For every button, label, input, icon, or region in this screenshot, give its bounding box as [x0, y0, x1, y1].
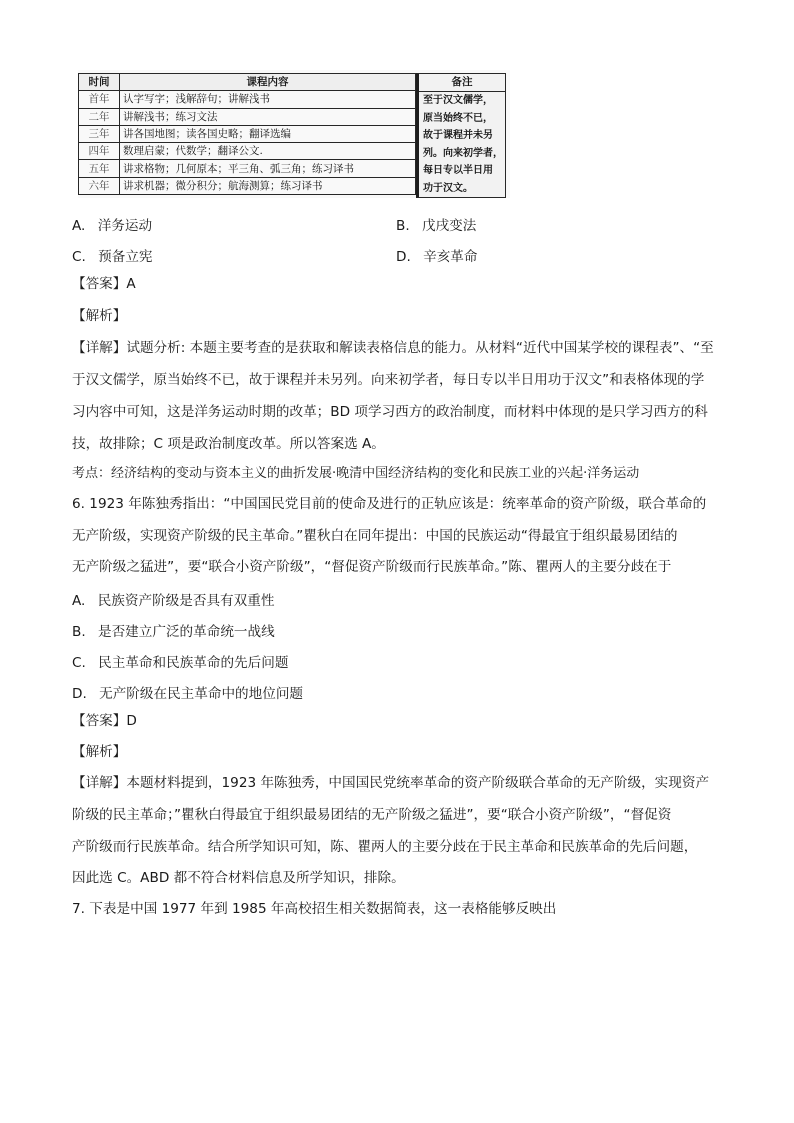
table-row — [79, 108, 416, 125]
table-row — [79, 125, 416, 142]
q6-detail-line: 阶级的民主革命；”瞿秋白得最宜于组织最易团结的无产阶级之猛进”，要“联合小资产阶级”，“督促资 — [72, 807, 672, 823]
q5-detail-line: 【详解】试题分析: 本题主要考查的是获取和解读表格信息的能力。从材料“近代中国某学校的课程表”、“至 — [72, 340, 714, 356]
option-letter: A. — [72, 593, 86, 609]
option-text: 无产阶级在民主革命中的地位问题 — [99, 686, 304, 702]
q6-detail-line: 【详解】本题材料提到，1923 年陈独秀，中国国民党统率革命的资产阶级联合革命的无产阶级，实现资产 — [72, 775, 710, 791]
option-text: 预备立宪 — [98, 249, 153, 265]
option-letter: A. — [72, 218, 86, 234]
remark-line: 列。向来初学者， — [423, 147, 503, 159]
answer-label: 【答案】 — [72, 713, 127, 729]
remark-line: 原当始终不已， — [423, 112, 493, 124]
header-time: 时间 — [79, 74, 120, 91]
option-text: 洋务运动 — [97, 218, 153, 234]
option-text: 辛亥革命 — [423, 249, 478, 265]
q5-detail-line: 技，故排除；C 项是政治制度改革。所以答案选 A。 — [72, 436, 385, 452]
row-content: 讲解浅书；练习文法 — [120, 108, 416, 125]
option-text: 是否建立广泛的革命统一战线 — [97, 624, 275, 640]
table-header-row — [79, 74, 416, 91]
row-content: 讲求格物；几何原本；平三角、弧三角；练习译书 — [120, 160, 416, 177]
answer-value: A — [126, 276, 136, 292]
option-text: 民主革命和民族革命的先后问题 — [98, 655, 289, 671]
q6-answer — [72, 713, 137, 729]
option-letter: C. — [72, 249, 86, 265]
q5-option-d[interactable] — [396, 245, 478, 265]
q5-analysis-label: 【解析】 — [72, 308, 127, 324]
course-table — [78, 73, 416, 195]
remarks-column — [416, 73, 506, 198]
q6-analysis-label: 【解析】 — [72, 744, 127, 760]
header-remarks: 备注 — [419, 74, 505, 92]
q5-option-c[interactable] — [72, 245, 153, 265]
row-year: 五年 — [79, 160, 120, 177]
row-year: 首年 — [79, 91, 120, 108]
row-year: 六年 — [79, 177, 120, 194]
remark-line: 故于课程并未另 — [423, 130, 493, 142]
row-content: 讲各国地图；读各国史略；翻译选编 — [120, 125, 416, 142]
table-row — [79, 143, 416, 160]
q6-option-d[interactable] — [72, 682, 303, 702]
remark-line: 功于汉文。 — [423, 182, 473, 194]
q6-stem-line: 无产阶级，实现资产阶级的民主革命。”瞿秋白在同年提出：中国的民族运动“得最宜于组织最易团结的 — [72, 528, 678, 544]
row-year: 四年 — [79, 143, 120, 160]
table-row — [79, 177, 416, 194]
option-text: 民族资产阶级是否具有双重性 — [97, 593, 275, 609]
table-row — [79, 160, 416, 177]
option-letter: B. — [72, 624, 86, 640]
answer-value: D — [126, 713, 137, 729]
q6-option-b[interactable] — [72, 620, 275, 640]
remark-line: 至于汉文儒学， — [423, 95, 493, 106]
option-letter: C. — [72, 655, 86, 671]
q6-option-a[interactable] — [72, 589, 274, 609]
row-year: 三年 — [79, 125, 120, 142]
q5-option-b[interactable] — [396, 214, 476, 234]
q6-detail-line: 产阶级而行民族革命。结合所学知识可知，陈、瞿两人的主要分歧在于民主革命和民族革命的先后问题， — [72, 839, 698, 855]
course-table-scan — [78, 70, 510, 198]
q5-detail-line: 于汉文儒学，原当始终不已，故于课程并未另列。向来初学者，每日专以半日用功于汉文”和表格体现的学 — [72, 372, 705, 388]
q6-option-c[interactable] — [72, 651, 288, 671]
option-letter: D. — [72, 686, 87, 702]
header-content: 课程内容 — [120, 74, 416, 91]
table-row — [79, 91, 416, 108]
q6-stem-line: 无产阶级之猛进”，要“联合小资产阶级”，“督促资产阶级而行民族革命。”陈、瞿两人的主要分歧在于 — [72, 559, 672, 575]
option-letter: B. — [396, 218, 410, 234]
q6-stem-line: 6. 1923 年陈独秀指出：“中国国民党目前的使命及进行的正轨应该是：统率革命的资产阶级，联合革命的 — [72, 496, 707, 512]
remark-line: 每日专以半日用 — [423, 165, 493, 177]
row-content: 认字写字；浅解辞句；讲解浅书 — [120, 91, 416, 108]
q5-option-a[interactable] — [72, 214, 152, 234]
q6-detail-line: 因此选 C。ABD 都不符合材料信息及所学知识，排除。 — [72, 870, 405, 886]
q5-detail-line: 习内容中可知，这是洋务运动时期的改革；BD 项学习西方的政治制度，而材料中体现的是只学习西方的科 — [72, 404, 708, 420]
q5-kaodian: 考点：经济结构的变动与资本主义的曲折发展·晚清中国经济结构的变化和民族工业的兴起·洋务运动 — [72, 466, 640, 481]
q7-stem: 7. 下表是中国 1977 年到 1985 年高校招生相关数据简表，这一表格能够反映出 — [72, 901, 557, 917]
option-letter: D. — [396, 249, 411, 265]
answer-label: 【答案】 — [72, 276, 127, 292]
row-year: 二年 — [79, 108, 120, 125]
row-content: 讲求机器；微分积分；航海测算；练习译书 — [120, 177, 416, 194]
option-text: 戊戌变法 — [421, 218, 477, 234]
q5-answer — [72, 276, 136, 292]
row-content: 数理启蒙；代数学；翻译公文. — [120, 143, 416, 160]
